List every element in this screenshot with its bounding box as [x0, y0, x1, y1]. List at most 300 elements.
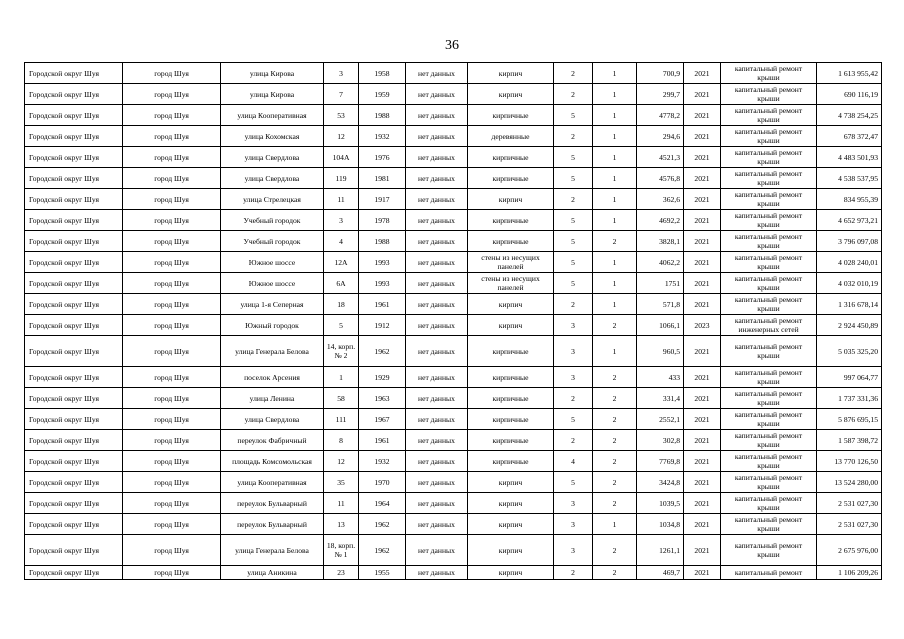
cell-house-number: 3	[324, 63, 359, 84]
table-row	[25, 472, 882, 493]
cell-year-commissioning: нет данных	[406, 168, 468, 189]
table-row	[25, 126, 882, 147]
cell-year-built: 1959	[359, 84, 406, 105]
cell-floors: 5	[554, 168, 593, 189]
cell-repair-type: капитальный ремонт крыши	[721, 430, 817, 451]
cell-cost: 4 032 010,19	[817, 273, 882, 294]
cell-settlement: город Шуя	[123, 336, 221, 367]
cell-entrances: 1	[593, 147, 637, 168]
cell-house-number: 53	[324, 105, 359, 126]
cell-repair-year: 2021	[684, 168, 721, 189]
cell-floors: 5	[554, 409, 593, 430]
cell-year-commissioning: нет данных	[406, 273, 468, 294]
cell-wall-material: кирпич	[468, 514, 554, 535]
cell-cost: 678 372,47	[817, 126, 882, 147]
cell-repair-type: капитальный ремонт крыши	[721, 493, 817, 514]
table-row	[25, 147, 882, 168]
cell-year-commissioning: нет данных	[406, 147, 468, 168]
cell-wall-material: стены из несущих панелей	[468, 273, 554, 294]
cell-cost: 13 524 280,00	[817, 472, 882, 493]
cell-floors: 2	[554, 126, 593, 147]
cell-cost: 2 675 976,00	[817, 535, 882, 566]
cell-municipality: Городской округ Шуя	[25, 367, 123, 388]
cell-municipality: Городской округ Шуя	[25, 210, 123, 231]
cell-year-built: 1932	[359, 126, 406, 147]
cell-floors: 5	[554, 210, 593, 231]
cell-repair-type: капитальный ремонт крыши	[721, 336, 817, 367]
table-row	[25, 409, 882, 430]
cell-house-number: 18, корп. № 1	[324, 535, 359, 566]
cell-area: 1066,1	[637, 315, 684, 336]
cell-wall-material: кирпичные	[468, 336, 554, 367]
cell-settlement: город Шуя	[123, 105, 221, 126]
table-row	[25, 535, 882, 566]
cell-house-number: 119	[324, 168, 359, 189]
cell-repair-type: капитальный ремонт крыши	[721, 189, 817, 210]
cell-area: 362,6	[637, 189, 684, 210]
cell-year-built: 1955	[359, 566, 406, 580]
cell-repair-year: 2021	[684, 147, 721, 168]
cell-entrances: 2	[593, 231, 637, 252]
cell-repair-year: 2021	[684, 336, 721, 367]
cell-street: улица Кохомская	[221, 126, 324, 147]
cell-house-number: 5	[324, 315, 359, 336]
cell-floors: 2	[554, 566, 593, 580]
cell-floors: 5	[554, 273, 593, 294]
cell-municipality: Городской округ Шуя	[25, 315, 123, 336]
cell-house-number: 104А	[324, 147, 359, 168]
cell-year-built: 1958	[359, 63, 406, 84]
cell-year-commissioning: нет данных	[406, 367, 468, 388]
cell-settlement: город Шуя	[123, 189, 221, 210]
cell-repair-year: 2021	[684, 126, 721, 147]
cell-entrances: 2	[593, 472, 637, 493]
cell-wall-material: стены из несущих панелей	[468, 252, 554, 273]
cell-municipality: Городской округ Шуя	[25, 168, 123, 189]
cell-house-number: 111	[324, 409, 359, 430]
cell-wall-material: кирпичные	[468, 105, 554, 126]
cell-year-built: 1917	[359, 189, 406, 210]
cell-municipality: Городской округ Шуя	[25, 472, 123, 493]
cell-repair-type: капитальный ремонт крыши	[721, 409, 817, 430]
cell-entrances: 2	[593, 493, 637, 514]
cell-floors: 3	[554, 493, 593, 514]
cell-entrances: 2	[593, 430, 637, 451]
cell-wall-material: кирпичные	[468, 210, 554, 231]
table-row	[25, 252, 882, 273]
table-row	[25, 451, 882, 472]
cell-area: 3424,8	[637, 472, 684, 493]
cell-year-built: 1932	[359, 451, 406, 472]
cell-settlement: город Шуя	[123, 273, 221, 294]
cell-cost: 4 738 254,25	[817, 105, 882, 126]
cell-settlement: город Шуя	[123, 84, 221, 105]
cell-repair-type: капитальный ремонт крыши	[721, 105, 817, 126]
cell-entrances: 1	[593, 105, 637, 126]
cell-repair-year: 2021	[684, 231, 721, 252]
cell-street: улица Кооперативная	[221, 105, 324, 126]
cell-wall-material: кирпич	[468, 294, 554, 315]
cell-floors: 3	[554, 315, 593, 336]
cell-cost: 2 924 450,89	[817, 315, 882, 336]
cell-street: переулок Фабричный	[221, 430, 324, 451]
cell-year-commissioning: нет данных	[406, 189, 468, 210]
cell-year-built: 1967	[359, 409, 406, 430]
cell-wall-material: деревянные	[468, 126, 554, 147]
table-row	[25, 273, 882, 294]
cell-repair-year: 2021	[684, 493, 721, 514]
cell-settlement: город Шуя	[123, 472, 221, 493]
cell-entrances: 2	[593, 315, 637, 336]
cell-wall-material: кирпичные	[468, 231, 554, 252]
cell-year-commissioning: нет данных	[406, 336, 468, 367]
cell-cost: 4 028 240,01	[817, 252, 882, 273]
cell-year-commissioning: нет данных	[406, 210, 468, 231]
cell-year-commissioning: нет данных	[406, 535, 468, 566]
table-row	[25, 336, 882, 367]
cell-repair-type: капитальный ремонт крыши	[721, 252, 817, 273]
cell-municipality: Городской округ Шуя	[25, 147, 123, 168]
cell-settlement: город Шуя	[123, 566, 221, 580]
cell-house-number: 23	[324, 566, 359, 580]
cell-year-commissioning: нет данных	[406, 451, 468, 472]
cell-floors: 5	[554, 252, 593, 273]
cell-settlement: город Шуя	[123, 294, 221, 315]
cell-wall-material: кирпичные	[468, 451, 554, 472]
cell-year-commissioning: нет данных	[406, 294, 468, 315]
cell-entrances: 1	[593, 336, 637, 367]
cell-entrances: 1	[593, 252, 637, 273]
cell-house-number: 58	[324, 388, 359, 409]
cell-area: 433	[637, 367, 684, 388]
cell-street: поселок Арсения	[221, 367, 324, 388]
cell-repair-year: 2021	[684, 566, 721, 580]
cell-floors: 2	[554, 294, 593, 315]
cell-municipality: Городской округ Шуя	[25, 294, 123, 315]
cell-repair-year: 2021	[684, 535, 721, 566]
cell-year-built: 1961	[359, 430, 406, 451]
cell-repair-type: капитальный ремонт крыши	[721, 147, 817, 168]
cell-area: 1034,8	[637, 514, 684, 535]
cell-repair-type: капитальный ремонт крыши	[721, 84, 817, 105]
cell-municipality: Городской округ Шуя	[25, 126, 123, 147]
cell-floors: 5	[554, 472, 593, 493]
cell-repair-type: капитальный ремонт крыши	[721, 231, 817, 252]
cell-street: Учебный городок	[221, 210, 324, 231]
cell-area: 7769,8	[637, 451, 684, 472]
cell-municipality: Городской округ Шуя	[25, 535, 123, 566]
cell-area: 4778,2	[637, 105, 684, 126]
page-number: 36	[445, 38, 459, 53]
cell-house-number: 8	[324, 430, 359, 451]
cell-settlement: город Шуя	[123, 535, 221, 566]
cell-entrances: 1	[593, 514, 637, 535]
cell-cost: 690 116,19	[817, 84, 882, 105]
cell-entrances: 2	[593, 566, 637, 580]
cell-cost: 3 796 097,08	[817, 231, 882, 252]
cell-year-commissioning: нет данных	[406, 430, 468, 451]
cell-street: улица Аникина	[221, 566, 324, 580]
cell-street: улица Свердлова	[221, 168, 324, 189]
cell-repair-type: капитальный ремонт крыши	[721, 535, 817, 566]
cell-repair-type: капитальный ремонт крыши	[721, 126, 817, 147]
cell-area: 294,6	[637, 126, 684, 147]
cell-repair-year: 2021	[684, 105, 721, 126]
cell-wall-material: кирпичные	[468, 367, 554, 388]
table-row	[25, 430, 882, 451]
cell-street: улица Генерала Белова	[221, 336, 324, 367]
cell-wall-material: кирпич	[468, 472, 554, 493]
cell-year-commissioning: нет данных	[406, 231, 468, 252]
cell-floors: 2	[554, 430, 593, 451]
cell-settlement: город Шуя	[123, 315, 221, 336]
cell-area: 3828,1	[637, 231, 684, 252]
cell-cost: 4 538 537,95	[817, 168, 882, 189]
cell-municipality: Городской округ Шуя	[25, 189, 123, 210]
cell-repair-type: капитальный ремонт	[721, 566, 817, 580]
cell-wall-material: кирпич	[468, 566, 554, 580]
table-row	[25, 231, 882, 252]
cell-cost: 5 035 325,20	[817, 336, 882, 367]
cell-cost: 13 770 126,50	[817, 451, 882, 472]
cell-year-commissioning: нет данных	[406, 388, 468, 409]
cell-year-built: 1962	[359, 336, 406, 367]
cell-entrances: 2	[593, 388, 637, 409]
cell-year-built: 1962	[359, 535, 406, 566]
cell-cost: 5 876 695,15	[817, 409, 882, 430]
cell-year-built: 1961	[359, 294, 406, 315]
cell-municipality: Городской округ Шуя	[25, 84, 123, 105]
cell-settlement: город Шуя	[123, 388, 221, 409]
cell-wall-material: кирпичные	[468, 409, 554, 430]
cell-area: 302,8	[637, 430, 684, 451]
cell-repair-type: капитальный ремонт крыши	[721, 451, 817, 472]
cell-municipality: Городской округ Шуя	[25, 493, 123, 514]
cell-repair-year: 2021	[684, 210, 721, 231]
cell-municipality: Городской округ Шуя	[25, 63, 123, 84]
cell-year-built: 1981	[359, 168, 406, 189]
cell-year-built: 1912	[359, 315, 406, 336]
cell-entrances: 1	[593, 273, 637, 294]
cell-entrances: 1	[593, 168, 637, 189]
cell-cost: 1 613 955,42	[817, 63, 882, 84]
cell-street: улица Ленина	[221, 388, 324, 409]
cell-entrances: 2	[593, 409, 637, 430]
cell-repair-year: 2021	[684, 388, 721, 409]
cell-settlement: город Шуя	[123, 126, 221, 147]
cell-municipality: Городской округ Шуя	[25, 451, 123, 472]
table-row	[25, 388, 882, 409]
cell-settlement: город Шуя	[123, 231, 221, 252]
cell-year-built: 1993	[359, 273, 406, 294]
cell-wall-material: кирпич	[468, 535, 554, 566]
cell-floors: 2	[554, 388, 593, 409]
table-row	[25, 168, 882, 189]
cell-area: 571,8	[637, 294, 684, 315]
cell-area: 4576,8	[637, 168, 684, 189]
cell-house-number: 12	[324, 126, 359, 147]
cell-area: 4521,3	[637, 147, 684, 168]
cell-settlement: город Шуя	[123, 451, 221, 472]
cell-settlement: город Шуя	[123, 493, 221, 514]
cell-wall-material: кирпичные	[468, 147, 554, 168]
cell-repair-type: капитальный ремонт крыши	[721, 388, 817, 409]
cell-floors: 5	[554, 147, 593, 168]
cell-year-built: 1988	[359, 105, 406, 126]
cell-area: 1261,1	[637, 535, 684, 566]
cell-street: переулок Бульварный	[221, 514, 324, 535]
table-row	[25, 210, 882, 231]
cell-cost: 2 531 027,30	[817, 493, 882, 514]
cell-municipality: Городской округ Шуя	[25, 252, 123, 273]
cell-settlement: город Шуя	[123, 168, 221, 189]
cell-house-number: 13	[324, 514, 359, 535]
cell-cost: 4 483 501,93	[817, 147, 882, 168]
cell-year-commissioning: нет данных	[406, 84, 468, 105]
cell-entrances: 2	[593, 535, 637, 566]
cell-area: 331,4	[637, 388, 684, 409]
cell-entrances: 2	[593, 367, 637, 388]
cell-area: 2552,1	[637, 409, 684, 430]
cell-municipality: Городской округ Шуя	[25, 273, 123, 294]
cell-street: переулок Бульварный	[221, 493, 324, 514]
cell-floors: 2	[554, 84, 593, 105]
cell-year-commissioning: нет данных	[406, 315, 468, 336]
cell-cost: 1 587 398,72	[817, 430, 882, 451]
cell-floors: 5	[554, 105, 593, 126]
cell-floors: 5	[554, 231, 593, 252]
cell-house-number: 14, корп. № 2	[324, 336, 359, 367]
cell-repair-year: 2021	[684, 84, 721, 105]
cell-municipality: Городской округ Шуя	[25, 231, 123, 252]
cell-wall-material: кирпич	[468, 493, 554, 514]
cell-entrances: 1	[593, 126, 637, 147]
cell-repair-year: 2021	[684, 409, 721, 430]
cell-cost: 834 955,39	[817, 189, 882, 210]
cell-year-built: 1993	[359, 252, 406, 273]
cell-house-number: 18	[324, 294, 359, 315]
cell-settlement: город Шуя	[123, 210, 221, 231]
cell-cost: 997 064,77	[817, 367, 882, 388]
cell-settlement: город Шуя	[123, 63, 221, 84]
cell-settlement: город Шуя	[123, 514, 221, 535]
cell-street: улица Свердлова	[221, 409, 324, 430]
cell-municipality: Городской округ Шуя	[25, 566, 123, 580]
table-row	[25, 63, 882, 84]
cell-entrances: 1	[593, 63, 637, 84]
cell-area: 960,5	[637, 336, 684, 367]
cell-house-number: 1	[324, 367, 359, 388]
cell-year-commissioning: нет данных	[406, 566, 468, 580]
cell-area: 4062,2	[637, 252, 684, 273]
cell-repair-type: капитальный ремонт крыши	[721, 63, 817, 84]
cell-year-commissioning: нет данных	[406, 105, 468, 126]
cell-year-commissioning: нет данных	[406, 514, 468, 535]
cell-floors: 2	[554, 189, 593, 210]
cell-entrances: 2	[593, 451, 637, 472]
cell-repair-year: 2021	[684, 514, 721, 535]
cell-repair-year: 2021	[684, 472, 721, 493]
cell-repair-type: капитальный ремонт крыши	[721, 367, 817, 388]
cell-cost: 1 737 331,36	[817, 388, 882, 409]
cell-repair-year: 2021	[684, 430, 721, 451]
cell-repair-year: 2021	[684, 252, 721, 273]
cell-repair-type: капитальный ремонт крыши	[721, 514, 817, 535]
cell-repair-year: 2021	[684, 189, 721, 210]
cell-year-commissioning: нет данных	[406, 63, 468, 84]
cell-cost: 2 531 027,30	[817, 514, 882, 535]
cell-entrances: 1	[593, 189, 637, 210]
cell-floors: 3	[554, 336, 593, 367]
cell-street: улица 1-я Сеперная	[221, 294, 324, 315]
cell-repair-type: капитальный ремонт крыши	[721, 472, 817, 493]
cell-year-built: 1929	[359, 367, 406, 388]
cell-house-number: 12А	[324, 252, 359, 273]
cell-street: улица Кирова	[221, 84, 324, 105]
cell-repair-type: капитальный ремонт крыши	[721, 210, 817, 231]
cell-entrances: 1	[593, 210, 637, 231]
cell-wall-material: кирпичные	[468, 430, 554, 451]
cell-wall-material: кирпич	[468, 189, 554, 210]
cell-year-commissioning: нет данных	[406, 472, 468, 493]
cell-year-built: 1988	[359, 231, 406, 252]
cell-repair-year: 2021	[684, 451, 721, 472]
cell-house-number: 4	[324, 231, 359, 252]
cell-wall-material: кирпичные	[468, 168, 554, 189]
cell-repair-year: 2021	[684, 294, 721, 315]
cell-floors: 3	[554, 535, 593, 566]
cell-house-number: 6А	[324, 273, 359, 294]
table-row	[25, 493, 882, 514]
cell-municipality: Городской округ Шуя	[25, 388, 123, 409]
cell-year-built: 1978	[359, 210, 406, 231]
cell-settlement: город Шуя	[123, 252, 221, 273]
cell-street: улица Генерала Белова	[221, 535, 324, 566]
cell-settlement: город Шуя	[123, 147, 221, 168]
cell-repair-type: капитальный ремонт крыши	[721, 168, 817, 189]
cell-area: 299,7	[637, 84, 684, 105]
cell-area: 1039,5	[637, 493, 684, 514]
cell-street: Учебный городок	[221, 231, 324, 252]
cell-street: Южное шоссе	[221, 273, 324, 294]
table-row	[25, 294, 882, 315]
cell-year-built: 1964	[359, 493, 406, 514]
cell-municipality: Городской округ Шуя	[25, 430, 123, 451]
cell-year-built: 1970	[359, 472, 406, 493]
cell-repair-type: капитальный ремонт крыши	[721, 273, 817, 294]
cell-wall-material: кирпич	[468, 315, 554, 336]
cell-year-built: 1962	[359, 514, 406, 535]
cell-repair-year: 2021	[684, 273, 721, 294]
cell-area: 469,7	[637, 566, 684, 580]
cell-house-number: 11	[324, 493, 359, 514]
cell-floors: 2	[554, 63, 593, 84]
table-row	[25, 514, 882, 535]
table-row	[25, 566, 882, 580]
cell-house-number: 7	[324, 84, 359, 105]
cell-year-commissioning: нет данных	[406, 493, 468, 514]
cell-settlement: город Шуя	[123, 430, 221, 451]
cell-floors: 4	[554, 451, 593, 472]
cell-area: 4692,2	[637, 210, 684, 231]
cell-entrances: 1	[593, 84, 637, 105]
cell-cost: 1 106 209,26	[817, 566, 882, 580]
cell-street: улица Кирова	[221, 63, 324, 84]
cell-repair-year: 2023	[684, 315, 721, 336]
table-row	[25, 367, 882, 388]
cell-street: Южное шоссе	[221, 252, 324, 273]
cell-street: улица Свердлова	[221, 147, 324, 168]
